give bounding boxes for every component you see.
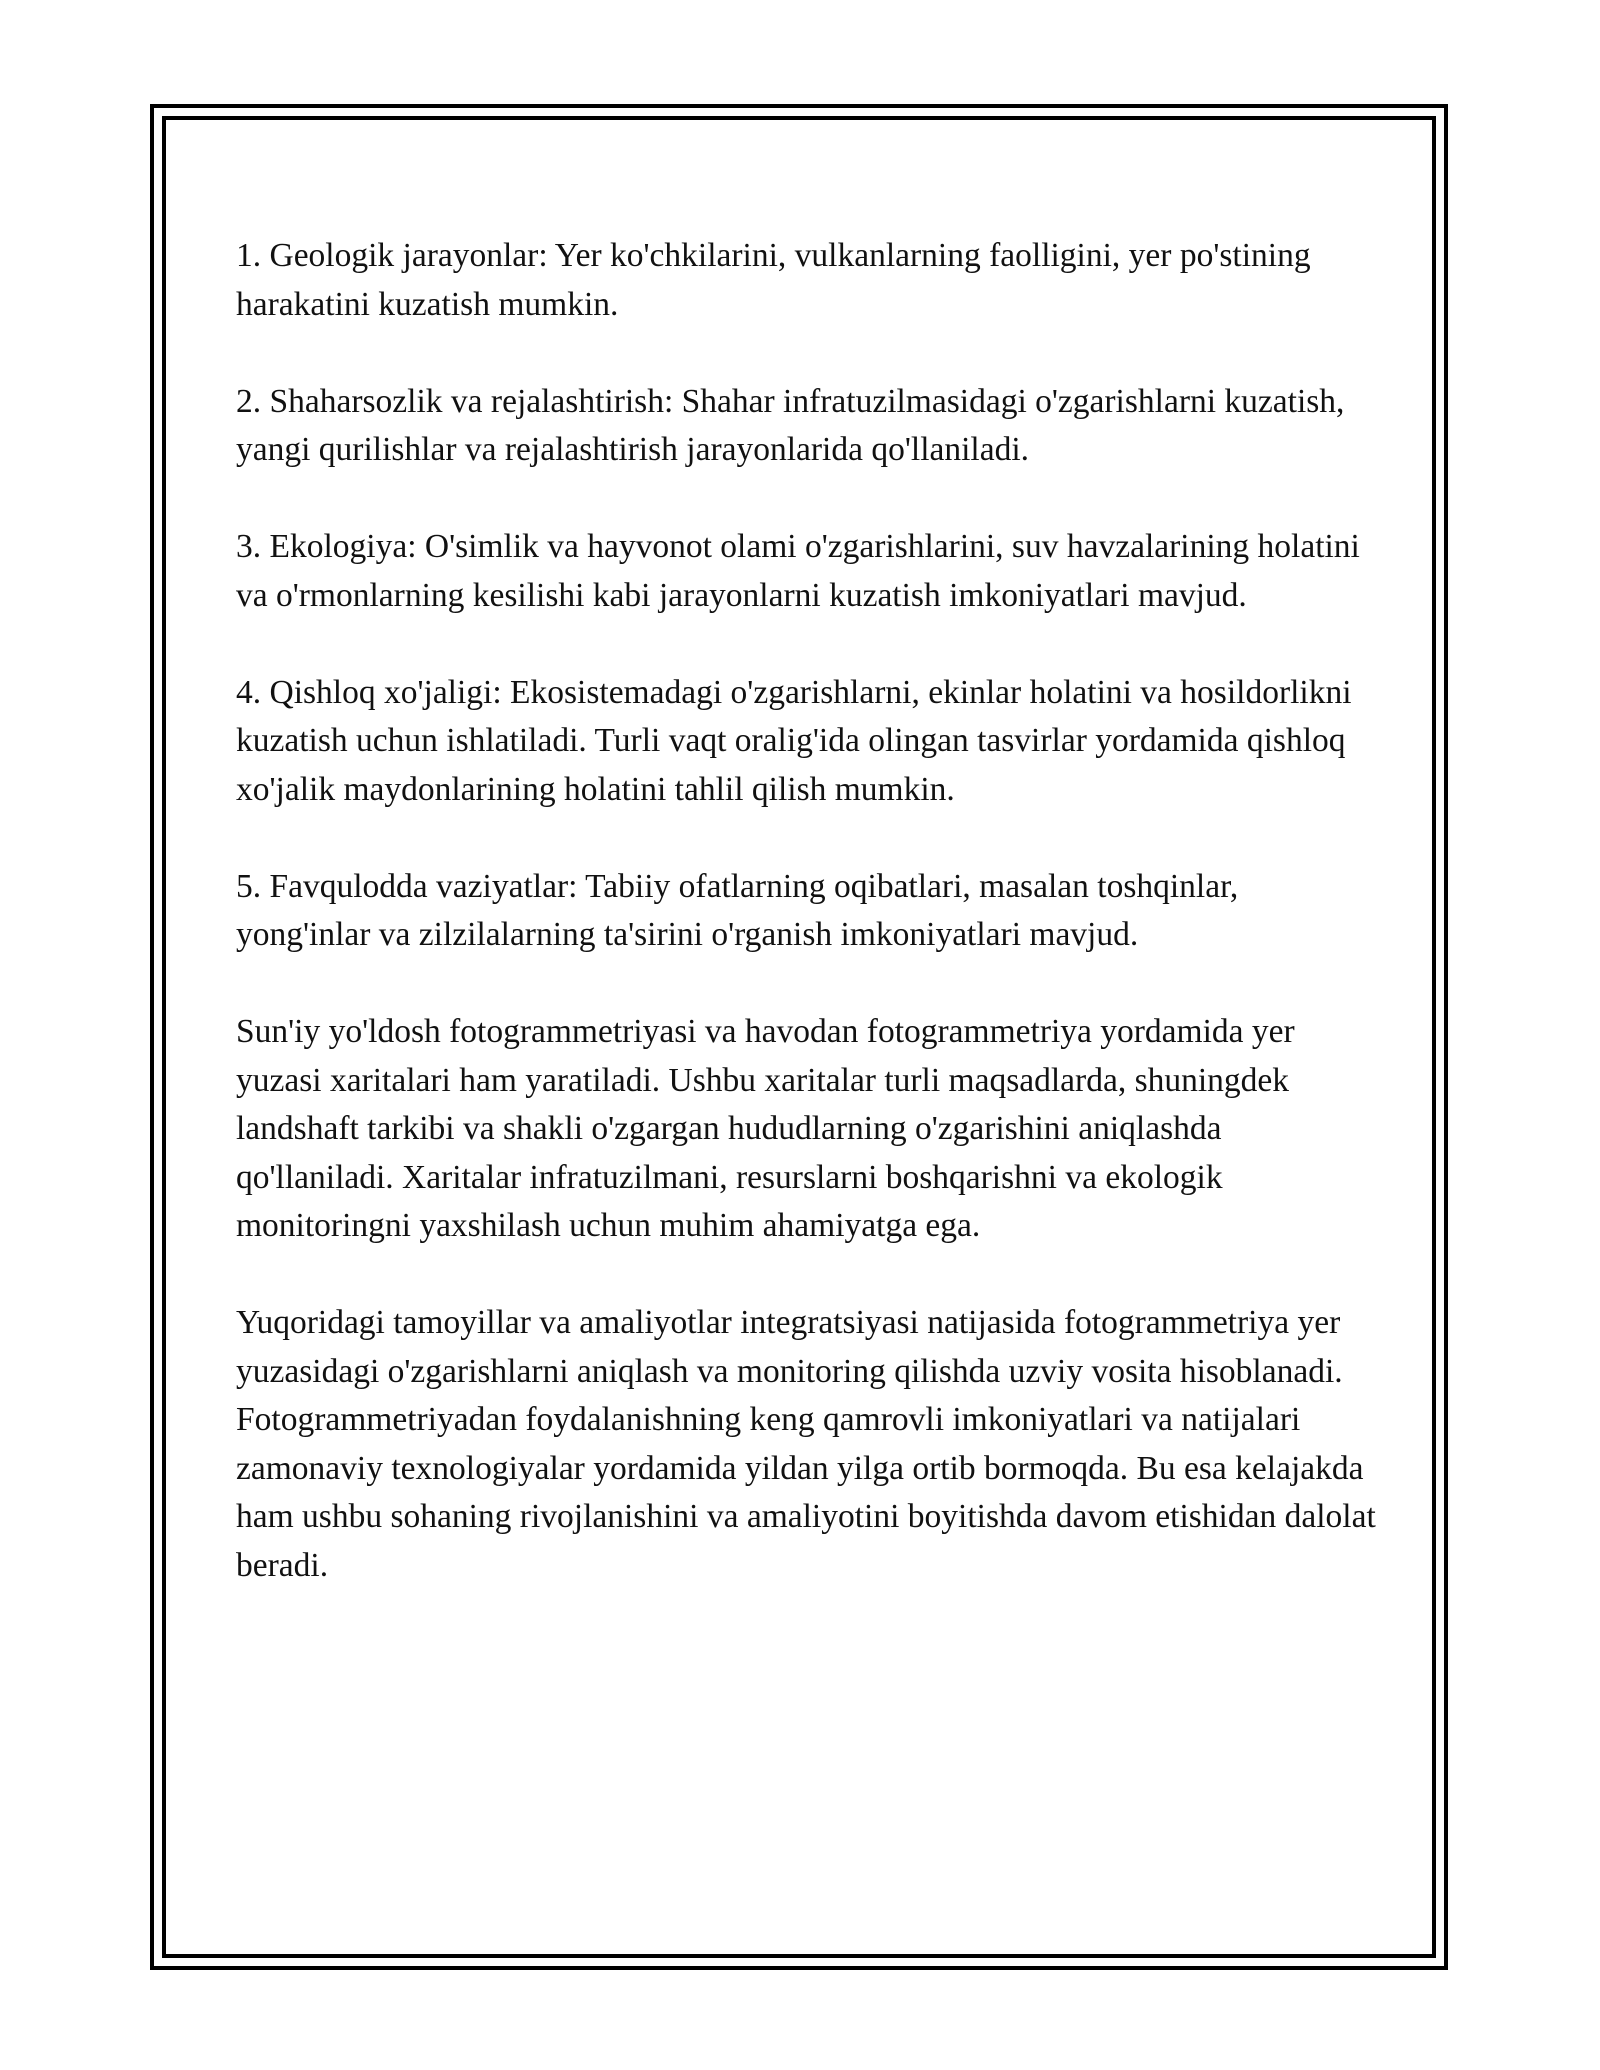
paragraph-favqulodda-vaziyatlar: 5. Favqulodda vaziyatlar: Tabiiy ofatlarning oqibatlari, masalan toshqinlar, yong'inlar va zilzilalarning ta'sirini o'rganish imkoniyatlari mavjud. [236,867,1239,953]
paragraph-qishloq-xojaligi: 4. Qishloq xo'jaligi: Ekosistemadagi o'zgarishlarni, ekinlar holatini va hosildorlikni kuzatish uchun ishlatiladi. Turli vaqt oralig'ida olingan tasvirlar yordamida qishloq xo'jalik maydonlarining holatini tahlil qilish mumkin. [236,673,1352,808]
paragraph-xulosa: Yuqoridagi tamoyillar va amaliyotlar integratsiyasi natijasida fotogrammetriya yer yuzasidagi o'zgarishlarni aniqlash va monitoring qilishda uzviy vosita hisoblanadi. Fotogrammetriyadan foydalanishning keng qamrovli imkoniyatlari va natijalari zamonaviy texnologiyalar yordamida yildan yilga ortib bormoqda. Bu esa kelajakda ham ushbu sohaning rivojlanishini va amaliyotini boyitishda davom etishidan dalolat beradi. [236,1304,1376,1584]
paragraph-geologik-jarayonlar: 1. Geologik jarayonlar: Yer ko'chkilarini, vulkanlarning faolligini, yer po'stining harakatini kuzatish mumkin. [236,237,1311,323]
paragraph-shaharsozlik: 2. Shaharsozlik va rejalashtirish: Shahar infratuzilmasidagi o'zgarishlarni kuzatish, yangi qurilishlar va rejalashtirish jarayonlarida qo'llaniladi. [236,382,1345,468]
paragraph-ekologiya: 3. Ekologiya: O'simlik va hayvonot olami o'zgarishlarini, suv havzalarining holatini va o'rmonlarning kesilishi kabi jarayonlarni kuzatish imkoniyatlari mavjud. [236,528,1360,614]
paragraph-xaritalar: Sun'iy yo'ldosh fotogrammetriyasi va havodan fotogrammetriya yordamida yer yuzasi xaritalari ham yaratiladi. Ushbu xaritalar turli maqsadlarda, shuningdek landshaft tarkibi va shakli o'zgargan hududlarning o'zgarishini aniqlashda qo'llaniladi. Xaritalar infratuzilmani, resurslarni boshqarishni va ekologik monitoringni yaxshilash uchun muhim ahamiyatga ega. [236,1013,1295,1244]
document-body [236,232,1376,1639]
